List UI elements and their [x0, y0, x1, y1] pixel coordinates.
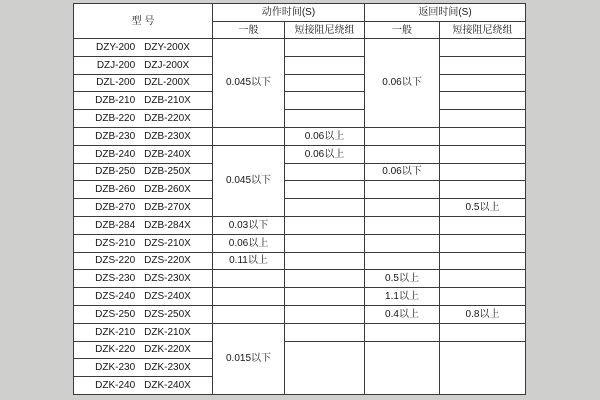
value-cell-return-damping [440, 181, 526, 199]
model-variant: DZK-230X [144, 362, 191, 374]
model-cell [74, 288, 213, 306]
model-variant: DZS-230X [144, 273, 191, 285]
model-base: DZB-260 [95, 184, 136, 196]
model-base: DZS-250 [95, 308, 136, 320]
table-row [74, 252, 526, 270]
value-cell-return-general: 0.06以下 [365, 163, 440, 181]
model-base: DZJ-200 [96, 59, 136, 71]
table-row [74, 110, 526, 128]
value-cell-return-general [365, 216, 440, 234]
header-model: 型 号 [74, 4, 213, 39]
value-cell-action-damping [285, 56, 365, 74]
model-cell [74, 323, 213, 341]
value-cell-return-general [365, 145, 440, 163]
table-row [74, 92, 526, 110]
model-cell [74, 234, 213, 252]
model-variant: DZB-250X [144, 166, 191, 178]
model-cell [74, 110, 213, 128]
model-variant: DZL-200X [144, 77, 190, 89]
model-cell [74, 181, 213, 199]
model-base: DZK-240 [95, 380, 136, 392]
value-cell-return-damping [440, 163, 526, 181]
table-row [74, 74, 526, 92]
header-action-general: 一般 [213, 22, 285, 39]
value-cell-return-general [365, 127, 440, 145]
model-base: DZB-220 [95, 113, 136, 125]
value-cell-return-general [365, 323, 440, 341]
value-cell-action-damping [285, 288, 365, 306]
model-variant: DZJ-200X [144, 59, 190, 71]
model-base: DZB-270 [95, 202, 136, 214]
value-cell-return-damping [440, 39, 526, 57]
model-base: DZB-250 [95, 166, 136, 178]
model-base: DZB-210 [95, 95, 136, 107]
value-cell-action-damping [285, 74, 365, 92]
value-cell-action-damping [285, 216, 365, 234]
model-base: DZK-220 [95, 344, 136, 356]
spec-table [73, 3, 526, 395]
table-row [74, 145, 526, 163]
value-cell-action-damping [285, 270, 365, 288]
value-cell-return-general: 0.06以下 [365, 39, 440, 128]
value-cell-action-general: 0.06以上 [213, 234, 285, 252]
value-cell-action-general [213, 270, 285, 288]
model-cell [74, 305, 213, 323]
value-cell-action-damping: 0.06以上 [285, 145, 365, 163]
table-row [74, 305, 526, 323]
value-cell-action-damping [285, 341, 365, 394]
table-row [74, 56, 526, 74]
model-base: DZS-240 [95, 291, 136, 303]
model-variant: DZB-270X [144, 202, 191, 214]
header-action-time: 动作时间(S) [213, 4, 365, 22]
value-cell-action-damping [285, 252, 365, 270]
value-cell-action-general: 0.11以上 [213, 252, 285, 270]
model-variant: DZK-210X [144, 326, 191, 338]
table-row [74, 270, 526, 288]
model-cell [74, 199, 213, 217]
value-cell-return-general [365, 181, 440, 199]
value-cell-return-damping [440, 252, 526, 270]
model-variant: DZY-200X [144, 41, 190, 53]
value-cell-return-general [365, 199, 440, 217]
value-cell-action-general: 0.03以下 [213, 216, 285, 234]
model-variant: DZS-210X [144, 237, 191, 249]
value-cell-return-damping [440, 288, 526, 306]
value-cell-return-general: 0.5以上 [365, 270, 440, 288]
value-cell-return-damping: 0.8以上 [440, 305, 526, 323]
table-row [74, 127, 526, 145]
value-cell-action-general: 0.045以下 [213, 145, 285, 216]
value-cell-action-damping [285, 199, 365, 217]
model-variant: DZB-284X [144, 219, 191, 231]
value-cell-return-damping [440, 74, 526, 92]
model-cell [74, 163, 213, 181]
table-row [74, 199, 526, 217]
model-variant: DZK-220X [144, 344, 191, 356]
table-row [74, 181, 526, 199]
value-cell-return-damping [440, 92, 526, 110]
model-base: DZS-220 [95, 255, 136, 267]
value-cell-return-general: 1.1以上 [365, 288, 440, 306]
model-cell [74, 270, 213, 288]
value-cell-action-damping [285, 323, 365, 341]
value-cell-return-damping [440, 341, 526, 394]
model-variant: DZB-240X [144, 148, 191, 160]
model-variant: DZS-250X [144, 308, 191, 320]
model-variant: DZK-240X [144, 380, 191, 392]
model-base: DZB-230 [95, 130, 136, 142]
model-cell [74, 74, 213, 92]
header-return-time: 返回时间(S) [365, 4, 526, 22]
model-cell [74, 39, 213, 57]
model-base: DZK-210 [95, 326, 136, 338]
model-base: DZS-230 [95, 273, 136, 285]
model-cell [74, 359, 213, 377]
model-cell [74, 377, 213, 395]
value-cell-return-damping [440, 234, 526, 252]
model-variant: DZB-220X [144, 113, 191, 125]
model-variant: DZB-210X [144, 95, 191, 107]
table-row [74, 234, 526, 252]
value-cell-action-damping [285, 110, 365, 128]
table-row [74, 288, 526, 306]
model-cell [74, 216, 213, 234]
model-cell [74, 92, 213, 110]
value-cell-action-general: 0.015以下 [213, 323, 285, 394]
value-cell-return-damping [440, 110, 526, 128]
value-cell-action-general [213, 127, 285, 145]
header-return-damping: 短接阻尼绕组 [440, 22, 526, 39]
model-base: DZL-200 [96, 77, 136, 89]
header-action-damping: 短接阻尼绕组 [285, 22, 365, 39]
model-base: DZY-200 [96, 41, 136, 53]
model-cell [74, 127, 213, 145]
model-cell [74, 341, 213, 359]
value-cell-return-damping [440, 56, 526, 74]
model-cell [74, 252, 213, 270]
model-cell [74, 145, 213, 163]
model-cell [74, 56, 213, 74]
value-cell-action-damping [285, 181, 365, 199]
value-cell-return-damping [440, 323, 526, 341]
value-cell-action-damping [285, 92, 365, 110]
table-row [74, 216, 526, 234]
value-cell-action-damping [285, 305, 365, 323]
value-cell-return-general [365, 234, 440, 252]
value-cell-return-damping [440, 145, 526, 163]
value-cell-action-general [213, 305, 285, 323]
value-cell-return-general [365, 341, 440, 394]
model-variant: DZB-260X [144, 184, 191, 196]
value-cell-return-general [365, 252, 440, 270]
value-cell-return-damping [440, 216, 526, 234]
value-cell-return-general: 0.4以上 [365, 305, 440, 323]
model-base: DZS-210 [95, 237, 136, 249]
model-base: DZB-284 [95, 219, 136, 231]
value-cell-action-general [213, 288, 285, 306]
value-cell-action-general: 0.045以下 [213, 39, 285, 128]
value-cell-action-damping: 0.06以上 [285, 127, 365, 145]
value-cell-action-damping [285, 234, 365, 252]
value-cell-action-damping [285, 39, 365, 57]
table-row [74, 323, 526, 341]
value-cell-return-damping: 0.5以上 [440, 199, 526, 217]
table-row [74, 39, 526, 57]
value-cell-return-damping [440, 270, 526, 288]
model-variant: DZS-220X [144, 255, 191, 267]
table-row [74, 341, 526, 359]
model-variant: DZB-230X [144, 130, 191, 142]
model-base: DZB-240 [95, 148, 136, 160]
table-row [74, 163, 526, 181]
value-cell-return-damping [440, 127, 526, 145]
model-variant: DZS-240X [144, 291, 191, 303]
model-base: DZK-230 [95, 362, 136, 374]
header-return-general: 一般 [365, 22, 440, 39]
value-cell-action-damping [285, 163, 365, 181]
